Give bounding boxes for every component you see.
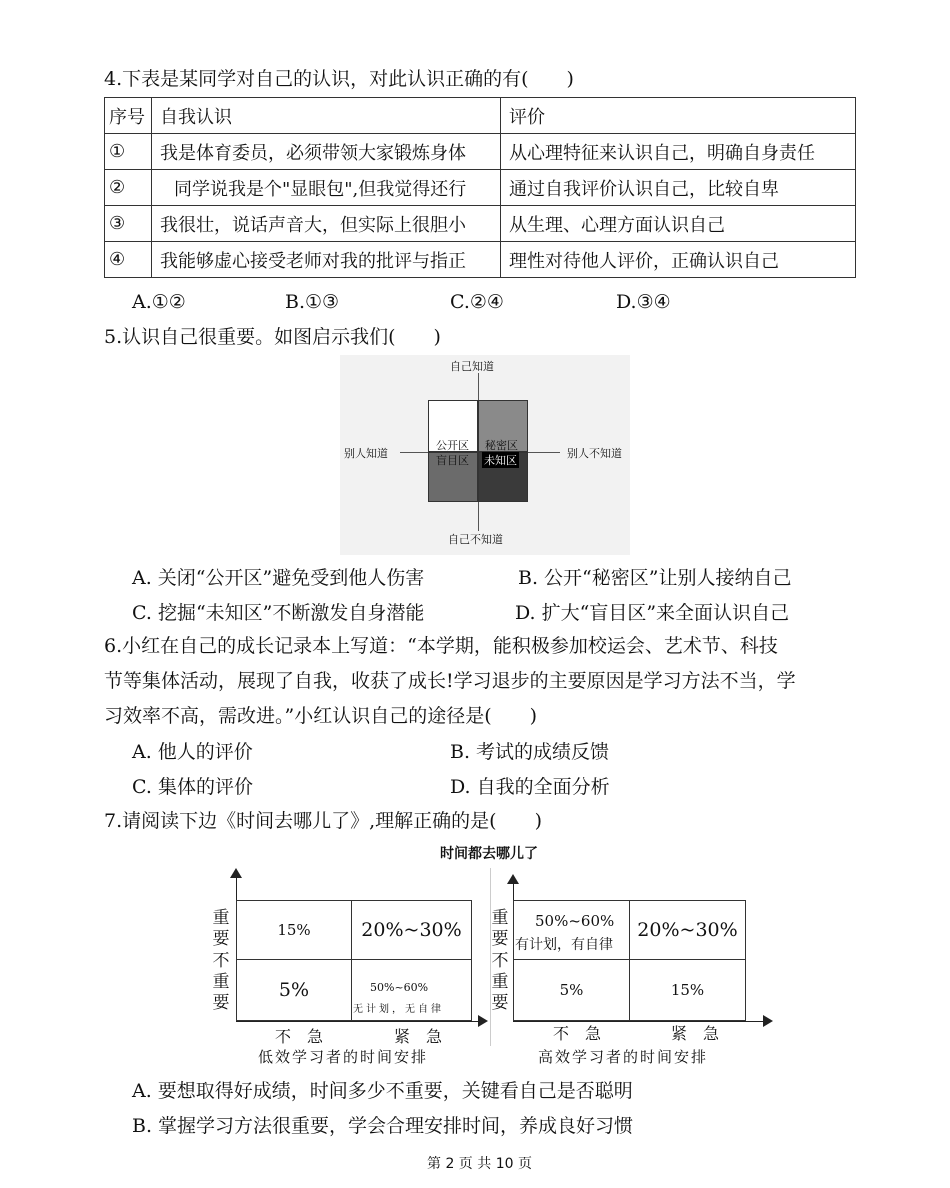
row-eval: 从生理、心理方面认识自己 xyxy=(501,206,856,242)
q4-option-a: A.①② xyxy=(132,291,186,313)
page-footer: 第 2 页 共 10 页 xyxy=(427,1156,532,1172)
low-cell-note: 无计划，无自律 xyxy=(353,1004,444,1015)
low-y-label-important: 重要 xyxy=(212,908,230,949)
row-self: 同学说我是个"显眼包",但我觉得还行 xyxy=(152,170,501,206)
q6-line-3: 习效率不高，需改进。”小红认识自己的途径是( ) xyxy=(104,705,538,727)
johari-window-figure xyxy=(340,355,630,555)
high-x-arrow-icon xyxy=(763,1015,773,1027)
row-index: ③ xyxy=(105,206,152,242)
header-index: 序号 xyxy=(105,98,152,134)
q5-option-d: D. 扩大“盲目区”来全面认识自己 xyxy=(515,602,790,624)
low-cell-important-urgent: 20%~30% xyxy=(351,900,472,960)
label-others-know: 别人知道 xyxy=(344,447,388,460)
header-evaluation: 评价 xyxy=(501,98,856,134)
zone-open-label: 公开区 xyxy=(436,439,469,452)
table-row xyxy=(105,242,856,278)
zone-unknown-label: 未知区 xyxy=(484,454,517,467)
row-index: ① xyxy=(105,134,152,170)
q6-line-2: 节等集体活动，展现了自我，收获了成长!学习退步的主要原因是学习方法不当，学 xyxy=(104,670,796,692)
high-cell-unimportant-not-urgent: 5% xyxy=(513,959,630,1021)
q7-figure-title: 时间都去哪儿了 xyxy=(440,846,538,862)
q5-stem: 5.认识自己很重要。如图启示我们( ) xyxy=(104,326,441,348)
low-y-label-unimportant: 不重要 xyxy=(212,951,230,1013)
high-cell-important-urgent: 20%~30% xyxy=(629,900,746,960)
row-eval: 从心理特征来认识自己，明确自身责任 xyxy=(501,134,856,170)
high-y-label-unimportant: 不重要 xyxy=(491,951,509,1013)
low-x-label-not-urgent: 不 急 xyxy=(275,1027,324,1046)
high-cell-unimportant-urgent: 15% xyxy=(629,959,746,1021)
low-x-arrow-icon xyxy=(478,1015,488,1027)
high-x-label-urgent: 紧 急 xyxy=(671,1024,720,1043)
q4-table xyxy=(104,97,856,278)
q6-option-a: A. 他人的评价 xyxy=(132,741,253,763)
table-header-row xyxy=(105,98,856,134)
q6-option-c: C. 集体的评价 xyxy=(132,776,253,798)
high-y-arrow-icon xyxy=(507,874,519,884)
q4-option-b: B.①③ xyxy=(285,291,340,313)
high-caption: 高效学习者的时间安排 xyxy=(538,1048,709,1066)
q5-option-c: C. 挖掘“未知区”不断激发自身潜能 xyxy=(132,602,425,624)
high-x-axis xyxy=(513,1021,765,1022)
table-row xyxy=(105,206,856,242)
low-caption: 低效学习者的时间安排 xyxy=(258,1048,429,1066)
q7-option-a: A. 要想取得好成绩，时间多少不重要，关键看自己是否聪明 xyxy=(132,1080,633,1102)
table-row xyxy=(105,134,856,170)
low-x-axis xyxy=(236,1021,480,1022)
low-x-label-urgent: 紧 急 xyxy=(394,1027,443,1046)
zone-blind-label: 盲目区 xyxy=(436,454,469,467)
q6-option-d: D. 自我的全面分析 xyxy=(450,776,610,798)
row-self: 我很壮，说话声音大，但实际上很胆小 xyxy=(152,206,501,242)
label-others-not-know: 别人不知道 xyxy=(567,447,622,460)
row-self: 我是体育委员，必须带领大家锻炼身体 xyxy=(152,134,501,170)
high-y-label-important: 重要 xyxy=(491,908,509,949)
q6-line-1: 6.小红在自己的成长记录本上写道：“本学期，能积极参加校运会、艺术节、科技 xyxy=(104,635,778,657)
low-cell-important-not-urgent: 15% xyxy=(236,900,352,960)
row-eval: 理性对待他人评价，正确认识自己 xyxy=(501,242,856,278)
q5-option-a: A. 关闭“公开区”避免受到他人伤害 xyxy=(132,567,425,589)
row-self: 我能够虚心接受老师对我的批评与指正 xyxy=(152,242,501,278)
high-cell-note: 有计划，有自律 xyxy=(515,937,613,953)
high-cell-important-not-urgent-value: 50%~60% xyxy=(535,912,615,930)
q7-option-b: B. 掌握学习方法很重要，学会合理安排时间，养成良好习惯 xyxy=(132,1115,634,1137)
low-y-arrow-icon xyxy=(230,868,242,878)
low-cell-unimportant-urgent-value: 50%~60% xyxy=(370,981,429,994)
low-cell-unimportant-not-urgent: 5% xyxy=(236,959,352,1021)
q4-option-c: C.②④ xyxy=(450,291,504,313)
table-row xyxy=(105,170,856,206)
q4-option-d: D.③④ xyxy=(616,291,671,313)
high-x-label-not-urgent: 不 急 xyxy=(553,1024,602,1043)
row-eval: 通过自我评价认识自己，比较自卑 xyxy=(501,170,856,206)
q4-stem: 4.下表是某同学对自己的认识，对此认识正确的有( ) xyxy=(104,68,574,90)
q6-option-b: B. 考试的成绩反馈 xyxy=(450,741,610,763)
row-index: ② xyxy=(105,170,152,206)
label-self-not-know: 自己不知道 xyxy=(448,533,503,546)
zone-hidden-label: 秘密区 xyxy=(485,439,518,452)
q5-option-b: B. 公开“秘密区”让别人接纳自己 xyxy=(518,567,792,589)
header-self-knowledge: 自我认识 xyxy=(152,98,501,134)
q7-stem: 7.请阅读下边《时间去哪儿了》,理解正确的是( ) xyxy=(104,810,542,832)
row-index: ④ xyxy=(105,242,152,278)
label-self-knows: 自己知道 xyxy=(450,360,494,373)
